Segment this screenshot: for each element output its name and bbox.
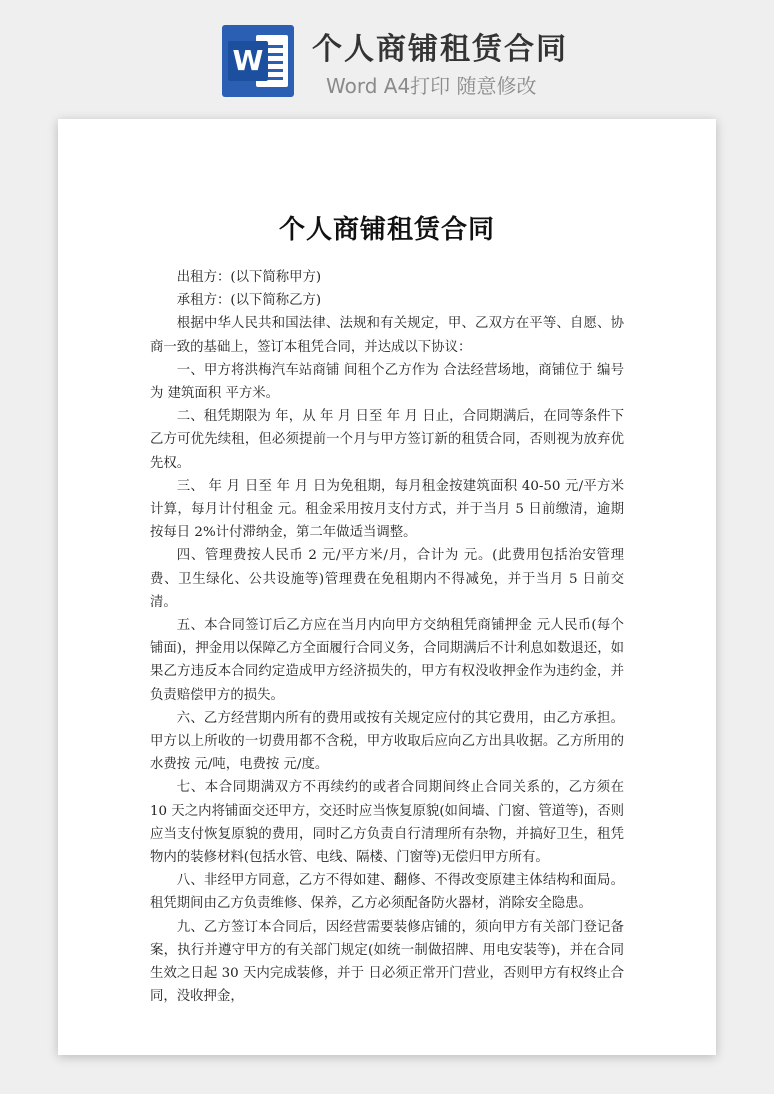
banner-subtitle: Word A4打印 随意修改 — [326, 74, 537, 98]
clause-5: 五、本合同签订后乙方应在当月内向甲方交纳租凭商铺押金 元人民币(每个铺面)，押金用以保障乙方全面履行合同义务，合同期满后不计利息如数退还，如果乙方违反本合同约定造成甲方经济损失的，甲方有权没收押金作为违约金，并负责赔偿甲方的损失。 — [150, 618, 624, 703]
banner-title: 个人商铺租赁合同 — [312, 32, 568, 67]
clause-2: 二、租凭期限为 年，从 年 月 日至 年 月 日止，合同期满后，在同等条件下乙方可优先续租，但必须提前一个月与甲方签订新的租赁合同，否则视为放弃优先权。 — [150, 409, 624, 471]
clause-1: 一、甲方将洪梅汽车站商铺 间租个乙方作为 合法经营场地，商铺位于 编号为 建筑面积 平方米。 — [150, 362, 624, 402]
clause-3: 三、 年 月 日至 年 月 日为免租期，每月租金按建筑面积 40-50 元/平方米计算，每月计付租金 元。租金采用按月支付方式，并于当月 5 日前缴清，逾期按每日 2%计付滞纳金，第二年做适当调整。 — [150, 478, 624, 541]
clause-9: 九、乙方签订本合同后，因经营需要装修店铺的，须向甲方有关部门登记备案，执行并遵守甲方的有关部门规定(如统一制做招牌、用电安装等)，并在合同生效之日起 30 天内完成装修，并于 日必须正常开门营业，否则甲方有权终止合同，没收押金， — [150, 919, 624, 1005]
clause-7: 七、本合同期满双方不再续约的或者合同期间终止合同关系的，乙方须在 10 天之内将铺面交还甲方，交还时应当恢复原貌(如间墙、门窗、管道等)，否则应当支付恢复原貌的费用，同时乙方负责自行清理所有杂物，并搞好卫生，租凭物内的装修材料(包括水管、电线、隔楼、门窗等)无偿归甲方所有。 — [150, 780, 624, 866]
party-lessor: 出租方：(以下简称甲方) — [176, 270, 322, 285]
document-title: 个人商铺租赁合同 — [278, 215, 495, 245]
word-icon-letter: W — [228, 41, 268, 81]
download-banner — [0, 0, 774, 112]
clause-4: 四、管理费按人民币 2 元/平方米/月，合计为 元。(此费用包括治安管理费、卫生绿化、公共设施等)管理费在免租期内不得减免，并于当月 5 日前交清。 — [150, 548, 624, 610]
clause-6: 六、乙方经营期内所有的费用或按有关规定应付的其它费用，由乙方承担。甲方以上所收的一切费用都不含税，甲方收取后应向乙方出具收据。乙方所用的水费按 元/吨，电费按 元/度。 — [150, 710, 624, 773]
preamble-paragraph: 根据中华人民共和国法律、法规和有关规定，甲、乙双方在平等、自愿、协商一致的基础上，签订本租凭合同，并达成以下协议： — [150, 316, 624, 355]
clause-8: 八、非经甲方同意，乙方不得如建、翻修、不得改变原建主体结构和面局。租凭期间由乙方负责维修、保养，乙方必须配备防火器材，消除安全隐患。 — [150, 873, 624, 912]
document-body — [150, 266, 624, 1009]
word-app-icon — [222, 25, 294, 97]
document-page — [58, 119, 716, 1055]
party-lessee: 承租方：(以下简称乙方) — [176, 293, 322, 309]
